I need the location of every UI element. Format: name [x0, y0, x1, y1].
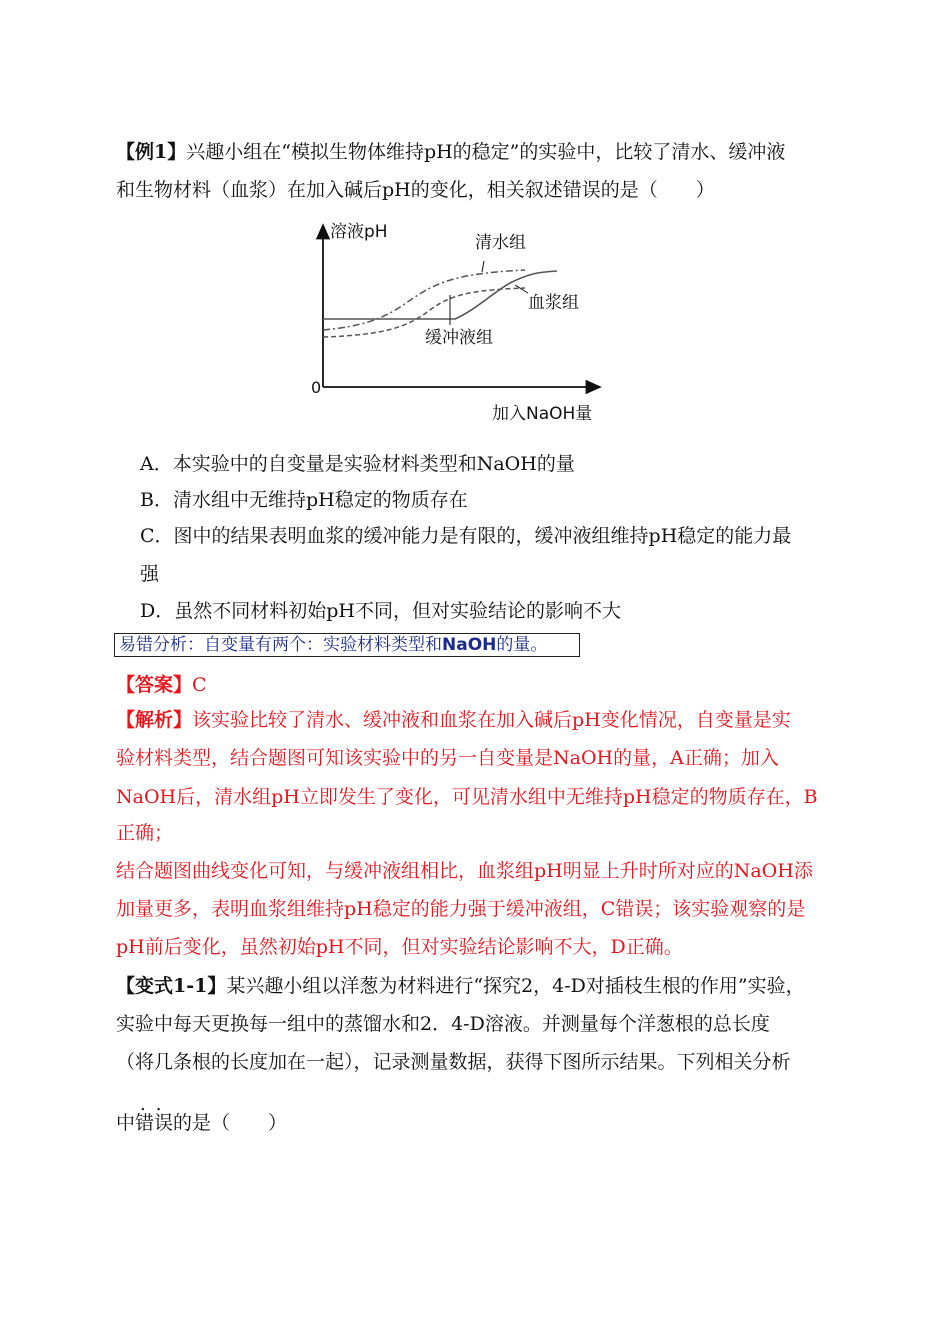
- buffer-curve: [323, 288, 525, 337]
- analysis-tag: 【解析】: [116, 709, 193, 731]
- option-c-line2: 强: [140, 563, 160, 585]
- error-analysis-box: 易错分析：自变量有两个：实验材料类型和NaOH的量。: [114, 633, 580, 657]
- analysis-line2: 验材料类型，结合题图可知该实验中的另一自变量是NaOH的量，A正确；加入: [116, 747, 779, 769]
- answer-tag: 【答案】: [116, 674, 193, 696]
- plasma-curve: [323, 271, 557, 319]
- example1-line2: 和生物材料（血浆）在加入碱后pH的变化，相关叙述错误的是（ ）: [116, 179, 715, 201]
- variant-line2: 实验中每天更换每一组中的蒸馏水和2．4-D溶液。并测量每个洋葱根的总长度: [116, 1013, 770, 1035]
- analysis-line1: 【解析】该实验比较了清水、缓冲液和血浆在加入碱后pH变化情况，自变量是实: [116, 709, 791, 731]
- variant-line3: （将几条根的长度加在一起），记录测量数据，获得下图所示结果。下列相关分析: [116, 1051, 791, 1073]
- example1-tag: 【例1】: [116, 141, 187, 163]
- variant-tag: 【变式1-1】: [116, 975, 227, 997]
- analysis-line7: pH前后变化，虽然初始pH不同，但对实验结论影响不大，D正确。: [116, 936, 683, 958]
- answer-value: C: [192, 674, 207, 696]
- water-curve: [323, 270, 525, 330]
- option-d: D．虽然不同材料初始pH不同，但对实验结论的影响不大: [140, 600, 621, 622]
- y-axis-label: 溶液pH: [330, 222, 388, 242]
- option-b: B．清水组中无维持pH稳定的物质存在: [140, 489, 468, 511]
- x-axis-label: 加入NaOH量: [492, 404, 593, 424]
- option-c-line1: C．图中的结果表明血浆的缓冲能力是有限的，缓冲液组维持pH稳定的能力最: [140, 525, 792, 547]
- analysis-line5: 结合题图曲线变化可知，与缓冲液组相比，血浆组pH明显上升时所对应的NaOH添: [116, 860, 813, 882]
- example1-line1: 【例1】兴趣小组在“模拟生物体维持pH的稳定”的实验中，比较了清水、缓冲液: [116, 141, 786, 163]
- emphasis-dots: ..: [140, 1094, 172, 1115]
- buffer-label: 缓冲液组: [425, 328, 493, 348]
- ph-figure: [300, 215, 610, 425]
- variant-line1: 【变式1-1】某兴趣小组以洋葱为材料进行“探究2，4-D对插枝生根的作用”实验，: [116, 975, 805, 997]
- analysis-line4: 正确；: [116, 822, 174, 844]
- water-leader: [482, 261, 484, 272]
- option-a: A．本实验中的自变量是实验材料类型和NaOH的量: [140, 453, 575, 475]
- answer-line: [116, 672, 207, 698]
- plasma-label: 血浆组: [528, 293, 579, 313]
- analysis-line6: 加量更多，表明血浆组维持pH稳定的能力强于缓冲液组，C错误；该实验观察的是: [116, 898, 806, 920]
- variant-line4: 中错误的是（ ）: [116, 1112, 288, 1134]
- water-label: 清水组: [475, 233, 526, 253]
- origin-label: 0: [311, 378, 322, 397]
- analysis-line3: NaOH后，清水组pH立即发生了变化，可见清水组中无维持pH稳定的物质存在，B: [116, 786, 818, 808]
